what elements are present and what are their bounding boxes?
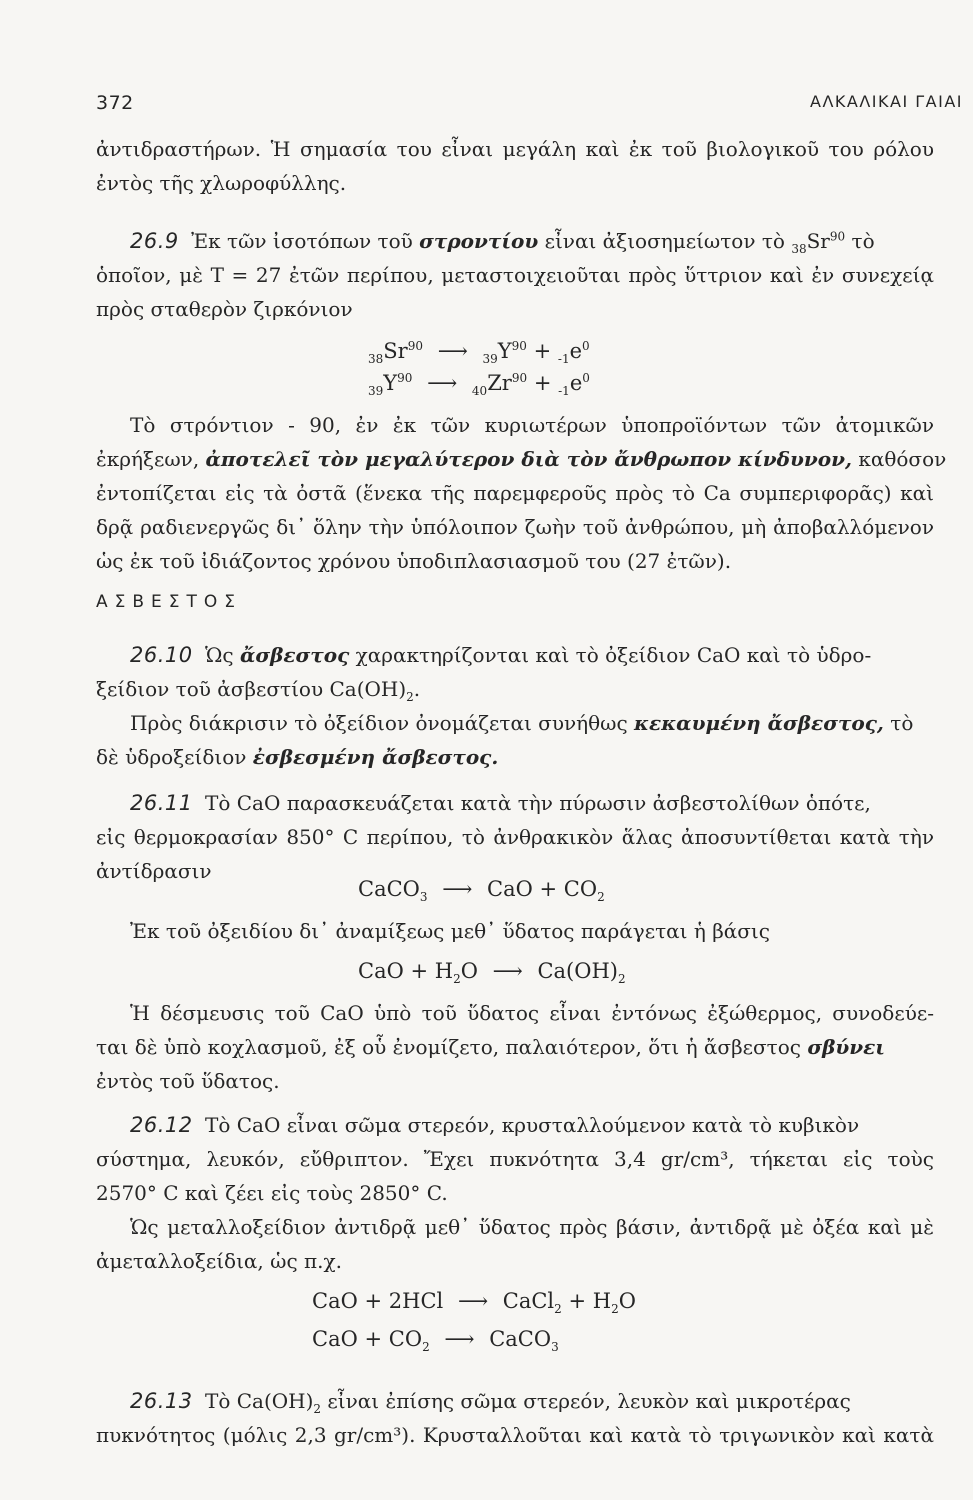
text-line: 26.9 Ἐκ τῶν ἰσοτόπων τοῦ στροντίου εἶναι ἀξιοσημείωτον τὸ $_{38}Sr^{90}$ τὸ [130,229,875,256]
text-line: Ἡ δέσμευσις τοῦ CaO ὑπὸ τοῦ ὕδατος εἶναι ἐντόνως ἐξώθερμος, συνοδεύε- [130,1001,934,1025]
emphasis: ἄσβεστος [239,643,350,667]
section-number: 26.11 [130,791,193,815]
text-line: 26.10 Ὡς ἄσβεστος χαρακτηρίζονται καὶ τὸ ὀξείδιον CaO καὶ τὸ ὑδρο- [130,643,872,667]
text-line: σύστημα, λευκόν, εὔθριπτον. Ἔχει πυκνότητα 3,4 gr/cm³, τήκεται εἰς τοὺς [96,1147,934,1171]
text-line: ἐκρήξεων, ἀποτελεῖ τὸν μεγαλύτερον διὰ τὸν ἄνθρωπον κίνδυνον, καθόσον [96,447,947,471]
page-number: 372 [96,92,134,114]
emphasis: στροντίου [419,229,539,253]
text-line: ἐντὸς τοῦ ὕδατος. [96,1069,280,1093]
nuclear-equation-y: $_{39}Y^{90}$ ⟶ $_{40}Zr^{90} + _{-1}e^0$ [368,368,590,398]
text-line: πυκνότητος (μόλις 2,3 gr/cm³). Κρυσταλλοῦται καὶ κατὰ τὸ τριγωνικὸν καὶ κατὰ [96,1423,934,1447]
text-line: εἰς θερμοκρασίαν 850° C περίπου, τὸ ἀνθρακικὸν ἅλας ἀποσυντίθεται κατὰ τὴν [96,825,934,849]
text-line: ὁποῖον, μὲ Τ = 27 ἐτῶν περίπου, μεταστοιχειοῦται πρὸς ὕττριον καὶ ἐν συνεχείᾳ [96,263,934,287]
text-line: ἀμεταλλοξείδια, ὡς π.χ. [96,1249,342,1273]
text-line: πρὸς σταθερὸν ζιρκόνιον [96,297,353,321]
nuclear-equation-sr: $_{38}Sr^{90}$ ⟶ $_{39}Y^{90} + _{-1}e^0$ [368,336,590,366]
section-number: 26.12 [130,1113,193,1137]
text-line: 26.12 Τὸ CaO εἶναι σῶμα στερεόν, κρυσταλλούμενον κατὰ τὸ κυβικὸν [130,1113,860,1137]
arrow: ⟶ [492,959,523,983]
text-line: ξείδιον τοῦ ἀσβεστίου $Ca(OH)_2$. [96,677,421,704]
text-line: Ἐκ τοῦ ὀξειδίου δι᾿ ἀναμίξεως μεθ᾿ ὕδατος παράγεται ἡ βάσις [130,919,770,943]
emphasis: σβύνει [807,1035,885,1059]
text-line: 2570° C καὶ ζέει εἰς τοὺς 2850° C. [96,1181,448,1205]
text-line: 26.13 Τὸ $Ca(OH)_2$ εἶναι ἐπίσης σῶμα στερεόν, λευκὸν καὶ μικροτέρας [130,1389,851,1416]
text-line: ἀντίδρασιν [96,859,212,883]
text-line: Πρὸς διάκρισιν τὸ ὀξείδιον ὀνομάζεται συνήθως κεκαυμένη ἄσβεστος, τὸ [130,711,914,735]
emphasis: ἐσβεσμένη ἄσβεστος. [252,745,499,769]
text-line: Ὡς μεταλλοξείδιον ἀντιδρᾷ μεθ᾿ ὕδατος πρὸς βάσιν, ἀντιδρᾷ μὲ ὀξέα καὶ μὲ [130,1215,934,1239]
text-line: ἀντιδραστήρων. Ἡ σημασία του εἶναι μεγάλη καὶ ἐκ τοῦ βιολογικοῦ του ρόλου [96,137,934,161]
text-line: ὡς ἐκ τοῦ ἰδιάζοντος χρόνου ὑποδιπλασιασμοῦ του (27 ἐτῶν). [96,549,732,573]
chemical-equation: CaCO$_3$ ⟶ CaO + $CO_2$ [358,874,605,904]
arrow: ⟶ [444,1327,475,1351]
text-line: ἐντὸς τῆς χλωροφύλλης. [96,171,347,195]
text-line: δὲ ὑδροξείδιον ἐσβεσμένη ἄσβεστος. [96,745,499,769]
section-number: 26.10 [130,643,193,667]
arrow: ⟶ [442,877,473,901]
emphasis: ἀποτελεῖ τὸν μεγαλύτερον διὰ τὸν ἄνθρωπον κίνδυνον, [205,447,852,471]
arrow: ⟶ [457,1289,489,1313]
chemical-equation: CaO + $H_2O$ ⟶ $Ca(OH)_2$ [358,956,626,986]
text-line: 26.11 Τὸ CaO παρασκευάζεται κατὰ τὴν πύρωσιν ἀσβεστολίθων ὁπότε, [130,791,871,815]
text-line: ἐντοπίζεται εἰς τὰ ὀστᾶ (ἕνεκα τῆς παρεμφεροῦς πρὸς τὸ Ca συμπεριφορᾶς) καὶ [96,481,934,505]
emphasis: κεκαυμένη ἄσβεστος, [634,711,884,735]
section-number: 26.9 [130,229,179,253]
text-line: Τὸ στρόντιον - 90, ἐν ἐκ τῶν κυριωτέρων ὑποπροϊόντων τῶν ἀτομικῶν [130,413,934,437]
arrow: ⟶ [427,371,458,395]
text-line: δρᾷ ραδιενεργῶς δι᾿ ὅλην τὴν ὑπόλοιπον ζωὴν τοῦ ἀνθρώπου, μὴ ἀποβαλλόμενον [96,515,934,539]
running-title: ΑΛΚΑΛΙΚΑΙ ΓΑΙΑΙ [810,92,963,111]
chemical-equation: CaO + $CO_2$ ⟶ CaCO$_3$ [312,1324,559,1354]
chemical-equation: CaO + 2HCl ⟶ CaCl$_2$ + $H_2O$ [312,1286,636,1316]
section-number: 26.13 [130,1389,193,1413]
section-heading: ΑΣΒΕΣΤΟΣ [96,592,243,612]
arrow: ⟶ [437,339,468,363]
text-line: ται δὲ ὑπὸ κοχλασμοῦ, ἐξ οὗ ἐνομίζετο, παλαιότερον, ὅτι ἡ ἄσβεστος σβύνει [96,1035,885,1059]
